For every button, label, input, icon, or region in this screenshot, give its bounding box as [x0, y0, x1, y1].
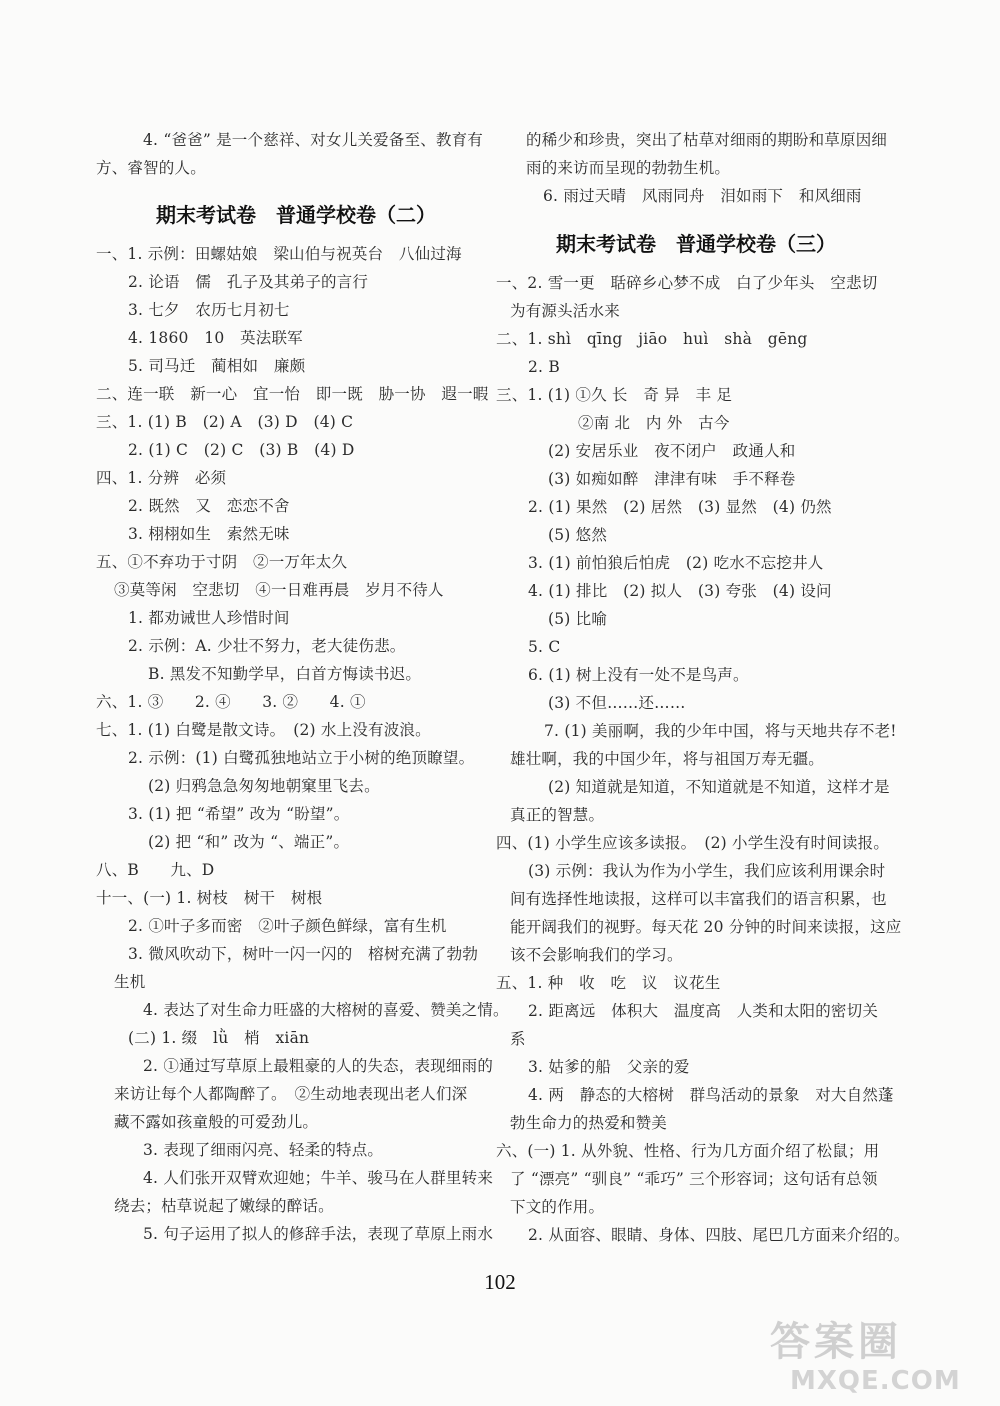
answer-line: 4. 两 静态的大榕树 群鸟活动的景象 对大自然蓬: [528, 1086, 894, 1104]
answer-line: B. 黑发不知勤学早，白首方悔读书迟。: [148, 665, 422, 683]
answer-line: 生机: [114, 973, 146, 991]
section-heading: 期末考试卷 普通学校卷（三）: [556, 232, 836, 256]
answer-line: 5. C: [528, 638, 561, 656]
answer-line: 2. ①通过写草原上最粗豪的人的失态，表现细雨的: [143, 1057, 494, 1075]
answer-line: 真正的智慧。: [510, 806, 605, 824]
answer-line: (2) 知道就是知道，不知道就是不知道，这样才是: [548, 778, 890, 796]
answer-line: 雨的来访而呈现的勃勃生机。: [526, 159, 731, 177]
answer-line: 的稀少和珍贵，突出了枯草对细雨的期盼和草原因细: [526, 131, 888, 149]
answer-line: 1. 都劝诫世人珍惜时间: [128, 609, 290, 627]
answer-line: (3) 示例：我认为作为小学生，我们应该利用课余时: [528, 862, 886, 880]
answer-line: 4. 表达了对生命力旺盛的大榕树的喜爱、赞美之情。: [143, 1001, 509, 1019]
answer-line: 5. 司马迁 蔺相如 廉颇: [128, 357, 306, 375]
answer-line: 十一、(一) 1. 树枝 树干 树根: [96, 889, 323, 907]
answer-line: (3) 如痴如醉 津津有味 手不释卷: [548, 470, 796, 488]
answer-line: 2. ①叶子多而密 ②叶子颜色鲜绿，富有生机: [128, 917, 447, 935]
answer-line: 4. “爸爸” 是一个慈祥、对女儿关爱备至、教育有: [143, 131, 483, 149]
answer-line: 6. (1) 树上没有一处不是鸟声。: [528, 666, 749, 684]
answer-line: 绕去；枯草说起了嫩绿的醉话。: [114, 1197, 334, 1215]
answer-line: 勃生命力的热爱和赞美: [510, 1114, 668, 1132]
answer-line: 了 “漂亮” “驯良” “乖巧” 三个形容词；这句话有总领: [510, 1170, 878, 1188]
answer-line: ②南 北 内 外 古今: [578, 414, 730, 432]
answer-line: 3. (1) 前怕狼后怕虎 (2) 吃水不忘挖井人: [528, 554, 824, 572]
answer-line: 系: [510, 1030, 526, 1048]
page-number: 102: [484, 1270, 516, 1294]
answer-line: 为有源头活水来: [510, 302, 620, 320]
answer-line: 二、1. shì qīng jiāo huì shà gēng: [496, 330, 808, 348]
answer-line: 4. 1860 10 英法联军: [128, 329, 303, 347]
answer-line: 四、(1) 小学生应该多读报。 (2) 小学生没有时间读报。: [496, 834, 890, 852]
answer-line: 藏不露如孩童般的可爱劲儿。: [114, 1113, 319, 1131]
answer-line: (2) 安居乐业 夜不闭户 政通人和: [548, 442, 796, 460]
answer-line: 4. (1) 排比 (2) 拟人 (3) 夸张 (4) 设问: [528, 582, 832, 600]
watermark-url: MXQE.COM: [790, 1366, 961, 1396]
answer-line: 能开阔我们的视野。每天花 20 分钟的时间来读报，这应: [510, 918, 902, 936]
answer-line: 来访让每个人都陶醉了。 ②生动地表现出老人们深: [114, 1085, 468, 1103]
answer-line: 3. 微风吹动下，树叶一闪一闪的 榕树充满了勃勃: [128, 945, 479, 963]
answer-line: 3. (1) 把 “希望” 改为 “盼望”。: [128, 805, 350, 823]
answer-line: 5. 句子运用了拟人的修辞手法，表现了草原上雨水: [143, 1225, 494, 1243]
answer-line: (2) 归鸦急急匆匆地朝窠里飞去。: [148, 777, 380, 795]
answer-line: (5) 比喻: [548, 610, 608, 628]
answer-line: 八、B 九、D: [96, 861, 215, 879]
answer-line: 2. B: [528, 358, 560, 376]
answer-line: 6. 雨过天晴 风雨同舟 泪如雨下 和风细雨: [543, 187, 862, 205]
answer-line: 2. 距离远 体积大 温度高 人类和太阳的密切关: [528, 1002, 879, 1020]
answer-line: 七、1. (1) 白鹭是散文诗。 (2) 水上没有波浪。: [96, 721, 431, 739]
watermark: [770, 1310, 990, 1400]
answer-line: 方、睿智的人。: [96, 159, 206, 177]
answer-line: 3. 栩栩如生 索然无味: [128, 525, 290, 543]
answer-line: (2) 把 “和” 改为 “、端正”。: [148, 833, 350, 851]
answer-line: 2. 从面容、眼睛、身体、四肢、尾巴几方面来介绍的。: [528, 1226, 910, 1244]
answer-line: 2. (1) 果然 (2) 居然 (3) 显然 (4) 仍然: [528, 498, 832, 516]
answer-line: 雄壮啊，我的中国少年，将与祖国万寿无疆。: [510, 750, 825, 768]
answer-line: 二、连一联 新一心 宜一怡 即一既 胁一协 遐一暇: [96, 385, 489, 403]
answer-line: 间有选择性地读报，这样可以丰富我们的语言积累，也: [510, 890, 887, 908]
answer-line: 2. (1) C (2) C (3) B (4) D: [128, 441, 355, 459]
answer-line: 下文的作用。: [510, 1198, 605, 1216]
answer-line: 2. 示例：(1) 白鹭孤独地站立于小树的绝顶瞭望。: [128, 749, 475, 767]
answer-line: 三、1. (1) B (2) A (3) D (4) C: [96, 413, 354, 431]
answer-line: 一、1. 示例：田螺姑娘 梁山伯与祝英台 八仙过海: [96, 245, 462, 263]
answer-line: 3. 姑爹的船 父亲的爱: [528, 1058, 690, 1076]
answer-line: (5) 悠然: [548, 526, 608, 544]
answer-line: 2. 既然 又 恋恋不舍: [128, 497, 290, 515]
answer-line: ③莫等闲 空悲切 ④一日难再晨 岁月不待人: [114, 581, 444, 599]
answer-line: 2. 示例：A. 少壮不努力，老大徒伤悲。: [128, 637, 406, 655]
answer-line: (3) 不但……还……: [548, 694, 686, 712]
answer-line: 五、①不弃功于寸阴 ②一万年太久: [96, 553, 348, 571]
answer-line: 三、1. (1) ①久 长 奇 异 丰 足: [496, 386, 733, 404]
answer-line: 一、2. 雪一更 聒碎乡心梦不成 白了少年头 空悲切: [496, 274, 878, 292]
answer-line: 六、(一) 1. 从外貌、性格、行为几方面介绍了松鼠；用: [496, 1142, 880, 1160]
watermark-logo: 答案圈: [770, 1319, 902, 1365]
answer-line: 五、1. 种 收 吃 议 议花生: [496, 974, 721, 992]
answer-line: 六、1. ③ 2. ④ 3. ② 4. ①: [96, 693, 366, 711]
answer-line: 该不会影响我们的学习。: [510, 946, 683, 964]
answer-line: 4. 人们张开双臂欢迎她；牛羊、骏马在人群里转来: [143, 1169, 494, 1187]
answer-line: 3. 表现了细雨闪亮、轻柔的特点。: [143, 1141, 384, 1159]
answer-line: (二) 1. 缀 lǜ 梢 xiān: [128, 1029, 310, 1047]
answer-line: 四、1. 分辨 必须: [96, 469, 227, 487]
answer-line: 2. 论语 儒 孔子及其弟子的言行: [128, 273, 369, 291]
section-heading: 期末考试卷 普通学校卷（二）: [156, 203, 436, 227]
answer-line: 7. (1) 美丽啊，我的少年中国，将与天地共存不老!: [544, 722, 897, 740]
answer-line: 3. 七夕 农历七月初七: [128, 301, 290, 319]
